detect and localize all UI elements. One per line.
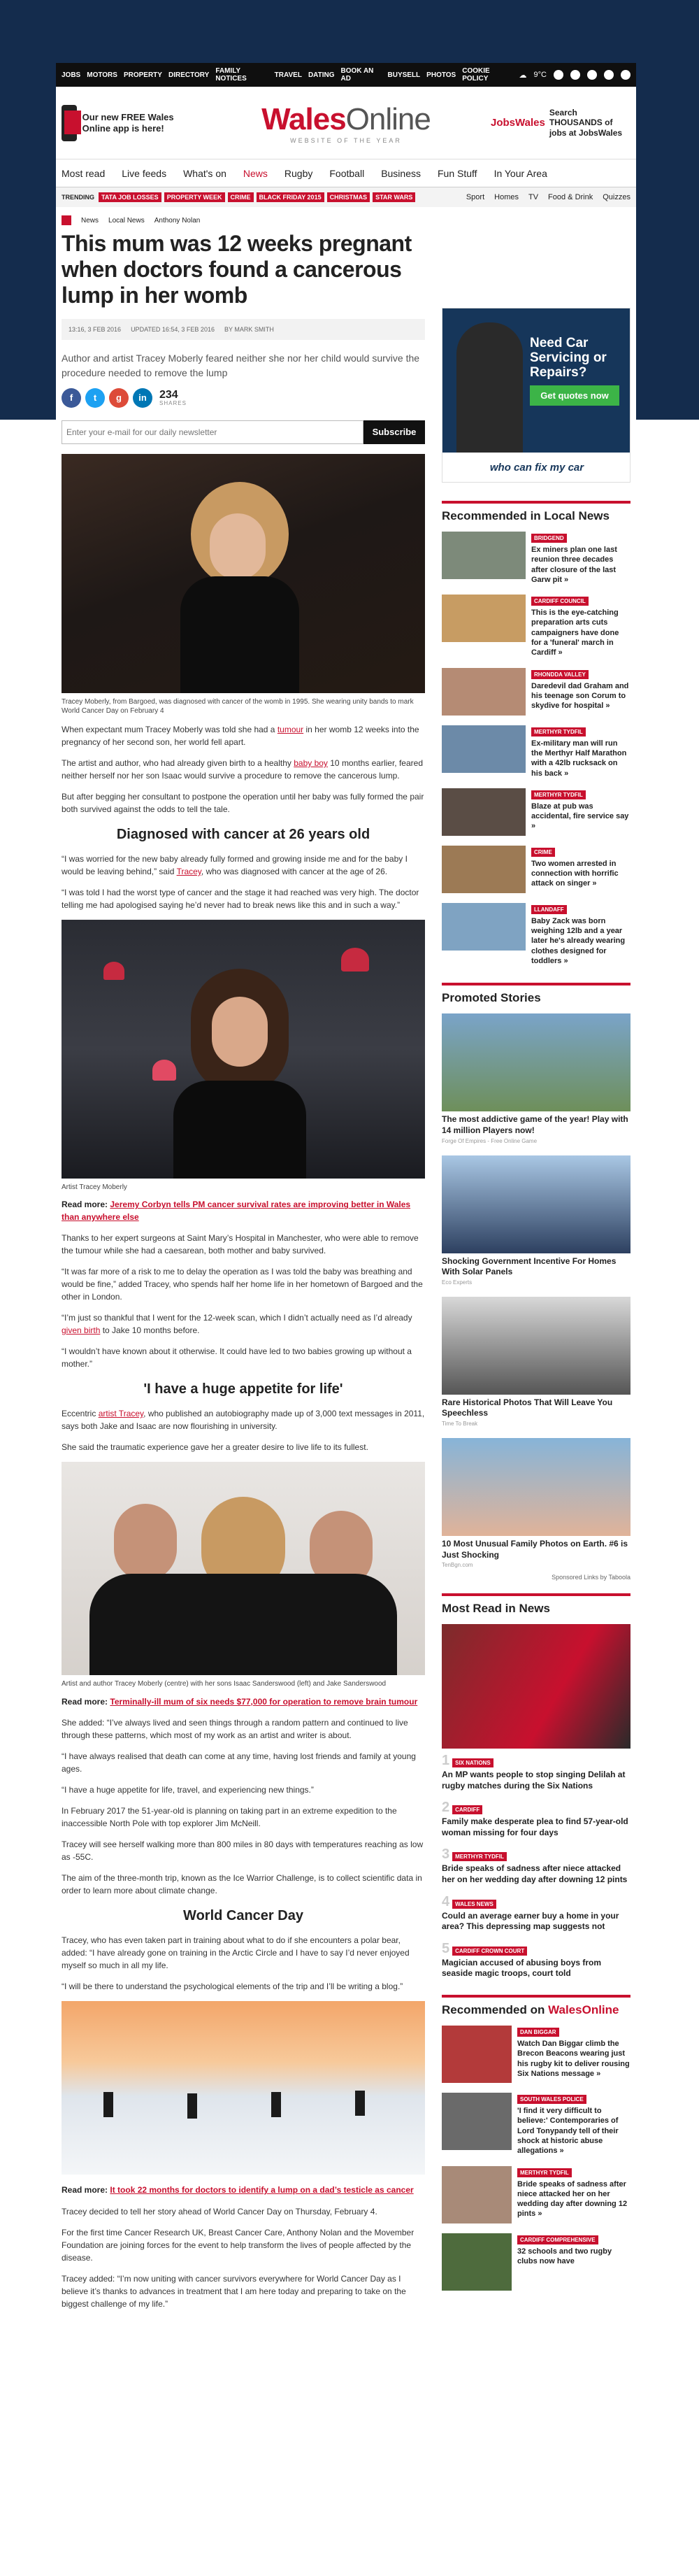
inline-link[interactable]: tumour [277, 724, 304, 734]
share-count-value: 234 [159, 388, 178, 401]
photo-face [114, 1504, 177, 1581]
paragraph: Tracey, who has even taken part in training about what to do if she encounters a polar bear, added: “I have already gone on training in the Arctic Circle and I have to say I’d never enjoyed myself so much in all my life. [62, 1935, 410, 1971]
promoted-item[interactable] [442, 1155, 630, 1286]
read-more-link[interactable]: It took 22 months for doctors to identify a lump on a dad’s testicle as cancer [110, 2185, 414, 2196]
subnav-homes[interactable]: Homes [494, 193, 519, 201]
read-more-link[interactable]: Jeremy Corbyn tells PM cancer survival rates are improving better in Wales than anywhere else [62, 1200, 411, 1222]
heading-brand: WalesOnline [548, 2003, 619, 2017]
subheading: World Cancer Day [183, 1908, 303, 1924]
inline-link[interactable]: given birth [62, 1325, 101, 1336]
sub-nav [466, 193, 630, 201]
section-heading: Recommended in Local News [442, 501, 630, 523]
trending-label: TRENDING [62, 194, 94, 201]
paragraph: “I have always realised that death can come at any time, having lost friends and family at young ages. [62, 1751, 416, 1774]
trending-tag[interactable]: CRIME [228, 192, 254, 202]
nav-whats-on[interactable]: What's on [183, 167, 226, 179]
article-image-3 [62, 1462, 425, 1675]
inline-link[interactable]: artist Tracey [98, 1409, 144, 1419]
paragraph [62, 723, 425, 748]
subnav-quizzes[interactable]: Quizzes [603, 193, 630, 201]
rank-number: 2 [442, 1800, 450, 1816]
item-title: Family make desperate plea to find 57-year-old woman missing for four days [442, 1816, 628, 1837]
paragraph: Tracey will see herself walking more than 800 miles in 80 days with temperatures reaching as low as -55C. [62, 1840, 424, 1863]
thumbnail [442, 2233, 512, 2291]
recommended-item[interactable] [442, 788, 630, 836]
item-title: Ex-military man will run the Merthyr Half Marathon with a 42lb rucksack on his back » [531, 739, 627, 778]
newsletter-form [62, 420, 425, 444]
rank-number: 1 [442, 1753, 450, 1769]
photo-body [173, 1081, 306, 1179]
toplink-book-an-ad[interactable]: BOOK AN AD [340, 67, 374, 83]
byline [224, 326, 274, 333]
app-promo[interactable] [62, 105, 201, 141]
toplink-travel[interactable]: TRAVEL [274, 71, 302, 79]
photo-figure [187, 2093, 197, 2119]
toplink-motors[interactable]: MOTORS [87, 71, 117, 79]
heart-decoration [103, 962, 124, 980]
text: Eccentric [62, 1409, 99, 1419]
thumbnail [442, 725, 526, 773]
item-title: Watch Dan Biggar climb the Brecon Beacons wearing just his rugby kit to deliver rousing Six Nations message » [517, 2040, 630, 2078]
read-more [62, 2184, 425, 2196]
promoted-item[interactable] [442, 1297, 630, 1427]
item-title: Baby Zack was born weighing 12lb and a year later he's already wearing clothes designed for toddlers » [531, 916, 626, 966]
recommended-item[interactable] [442, 903, 630, 966]
text: in her womb 12 weeks into the pregnancy of her second son, her world fell apart. [62, 724, 419, 747]
app-promo-text: Our new FREE Wales Online app is here! [82, 111, 174, 134]
toplink-jobs[interactable]: JOBS [62, 71, 81, 79]
recommended-item[interactable] [442, 846, 630, 893]
item-tag: DAN BIGGAR [517, 2028, 559, 2037]
text: , who was diagnosed with cancer at the age of 26. [201, 866, 388, 876]
share-count [159, 390, 187, 406]
paragraph: “I wouldn’t have known about it otherwise. It could have led to two babies growing up without a mother.” [62, 1346, 412, 1369]
paragraph: But after begging her consultant to postpone the operation until her baby was fully formed the pair both survived against the odds to tell the tale. [62, 791, 424, 814]
promoted-image [442, 1297, 630, 1395]
breadcrumb [56, 207, 636, 234]
trending-tag[interactable]: PROPERTY WEEK [164, 192, 225, 202]
recommended-item[interactable] [442, 2166, 630, 2223]
paragraph: For the first time Cancer Research UK, Breast Cancer Care, Anthony Nolan and the Movember Foundation are joining forces for the event to help transform the lives of people affected by the disease. [62, 2227, 415, 2263]
photo-body [180, 576, 299, 693]
twitter-share-icon[interactable]: t [85, 388, 105, 408]
logo-online: Online [345, 101, 431, 136]
item-tag: BRIDGEND [531, 534, 567, 543]
published-time: 13:16, 3 FEB 2016 [69, 326, 122, 334]
paragraph: She added: “I’ve always lived and seen things through a random pattern and continued to live through these patterns, which most of my work as an artist and writer is about. [62, 1718, 408, 1741]
thumbnail [442, 2026, 512, 2083]
most-read-item[interactable] [442, 1846, 630, 1885]
advert-car-repairs[interactable] [442, 308, 630, 483]
toplink-family-notices[interactable]: FAMILY NOTICES [215, 67, 247, 83]
breadcrumb-item[interactable]: Local News [108, 216, 145, 225]
site-logo[interactable] [201, 102, 491, 144]
paragraph [62, 1407, 425, 1432]
photo-body [89, 1574, 397, 1675]
subheading: 'I have a huge appetite for life' [143, 1381, 343, 1397]
paragraph: Tracey added: “I’m now uniting with cancer survivors everywhere for World Cancer Day as I believe it’s thanks to advances in treatment that I am here today and preparing to take on the biggest challenge of my life.” [62, 2273, 406, 2309]
promoted-image [442, 1438, 630, 1536]
promoted-title: Rare Historical Photos That Will Leave You Speechless [442, 1397, 613, 1418]
share-bar [62, 388, 425, 408]
item-title: Ex miners plan one last reunion three decades after closure of the last Garw pit » [531, 546, 617, 584]
page-wrapper [56, 63, 636, 2576]
advert-brand: who can fix my car [442, 453, 630, 482]
item-tag: CARDIFF COUNCIL [531, 597, 589, 606]
advert-quote-button[interactable]: Get quotes now [530, 385, 619, 406]
spacer [442, 976, 630, 983]
item-tag: MERTHYR TYDFIL [517, 2168, 572, 2177]
site-header [56, 87, 636, 159]
paragraph: The aim of the three-month trip, known as the Ice Warrior Challenge, is to collect scientific data in order to learn more about climate change. [62, 1873, 422, 1896]
item-tag: LLANDAFF [531, 905, 567, 914]
home-icon[interactable] [62, 215, 71, 225]
facebook-icon[interactable] [587, 70, 597, 80]
share-count-label: SHARES [159, 399, 187, 406]
nav-business[interactable]: Business [381, 167, 421, 179]
promoted-title: The most addictive game of the year! Play with 14 million Players now! [442, 1114, 628, 1135]
paragraph: “I was told I had the worst type of cancer and the stage it had reached was very high. The doctor telling me had apologised saying he’d never had to break news like this and in such a way.” [62, 887, 419, 910]
paragraph [62, 1311, 425, 1337]
user-icon[interactable] [570, 70, 580, 80]
updated-time: UPDATED 16:54, 3 FEB 2016 [131, 326, 215, 334]
paragraph: Tracey decided to tell her story ahead of World Cancer Day on Thursday, February 4. [62, 2206, 377, 2216]
main-nav [56, 159, 636, 187]
item-title: Bride speaks of sadness after niece attacked her on her wedding day after downing 12 pints » [517, 2179, 628, 2219]
most-read-item[interactable] [442, 1800, 630, 1838]
text: to Jake 10 months before. [100, 1325, 200, 1336]
paragraph: “It was far more of a risk to me to delay the operation as I was told the baby was breathing and would be fine,” added Tracey, who spends half her home life in her hometown of Bargoed and the other in London. [62, 1267, 423, 1302]
article-image-4 [62, 2001, 425, 2175]
item-tag: CARDIFF CROWN COURT [452, 1947, 527, 1956]
most-read-image[interactable] [442, 1624, 630, 1749]
recommended-item[interactable] [442, 595, 630, 657]
nav-fun-stuff[interactable]: Fun Stuff [438, 167, 477, 179]
read-more-link[interactable]: Terminally-ill mum of six needs $77,000 for operation to remove brain tumour [110, 1696, 418, 1707]
thumbnail [442, 846, 526, 893]
jobs-promo[interactable] [491, 108, 630, 138]
read-more [62, 1199, 425, 1223]
trending-tag[interactable]: TATA JOB LOSSES [99, 192, 161, 202]
text: “I was worried for the new baby already fully formed and growing inside me and for the baby I would be leaving behind,” said [62, 853, 408, 876]
taboola-credit[interactable]: Sponsored Links by Taboola [552, 1574, 630, 1581]
photo-figure [103, 2092, 113, 2117]
nav-football[interactable]: Football [329, 167, 365, 179]
nav-news[interactable]: News [243, 167, 268, 179]
item-title: Magician accused of abusing boys from seaside magic troops, court told [442, 1957, 602, 1979]
item-tag: SIX NATIONS [452, 1758, 493, 1767]
nav-most-read[interactable]: Most read [62, 167, 106, 179]
most-read-item[interactable] [442, 1894, 630, 1933]
inline-link[interactable]: baby boy [294, 757, 328, 768]
thumbnail [442, 2166, 512, 2223]
heading-text: Recommended on [442, 2003, 545, 2017]
paragraph [62, 757, 425, 782]
toplink-dating[interactable]: DATING [308, 71, 335, 79]
item-tag: MERTHYR TYDFIL [452, 1852, 507, 1861]
trending-tag[interactable]: STAR WARS [373, 192, 415, 202]
heart-decoration [341, 948, 369, 972]
section-heading: Promoted Stories [442, 983, 630, 1005]
item-tag: CARDIFF [452, 1805, 482, 1814]
toplink-property[interactable]: PROPERTY [123, 71, 162, 79]
subnav-food-drink[interactable]: Food & Drink [548, 193, 593, 201]
article-title: This mum was 12 weeks pregnant when doctors found a cancerous lump in her womb [62, 231, 412, 308]
item-title: Blaze at pub was accidental, fire service say » [531, 802, 629, 831]
text: The artist and author, who had already given birth to a healthy [62, 757, 294, 768]
toplink-buysell[interactable]: BUYSELL [387, 71, 421, 79]
twitter-icon[interactable] [604, 70, 614, 80]
search-icon[interactable] [554, 70, 563, 80]
jobs-promo-text: Search THOUSANDS of jobs at JobsWales [549, 107, 623, 138]
paragraph: Thanks to her expert surgeons at Saint Mary’s Hospital in Manchester, who were able to remove the tumour while she had a caesarean, both mother and baby survived. [62, 1233, 419, 1256]
thumbnail [442, 2093, 512, 2150]
most-read-item[interactable] [442, 1753, 630, 1791]
top-links-bar [56, 63, 636, 87]
recommended-item[interactable] [442, 725, 630, 778]
advert-person-image [456, 322, 523, 455]
section-heading: Most Read in News [442, 1593, 630, 1616]
top-right-tools [519, 70, 630, 80]
read-more-label: Read more: [62, 1696, 108, 1707]
breadcrumb-item[interactable]: Anthony Nolan [154, 216, 201, 225]
item-title: This is the eye-catching preparation arts cuts campaigners have done for a 'funeral' march in Cardiff » [531, 609, 619, 657]
read-more-label: Read more: [62, 2185, 108, 2196]
article-image-1 [62, 454, 425, 693]
image-caption: Artist Tracey Moberly [62, 1183, 127, 1191]
item-title: Bride speaks of sadness after niece attacked her on her wedding day after downing 12 pints [442, 1863, 628, 1885]
image-caption: Tracey Moberly, from Bargoed, was diagnosed with cancer of the womb in 1995. She wearing unity bands to mark World Cancer Day on February 4 [62, 697, 414, 716]
rank-number: 4 [442, 1893, 450, 1909]
item-tag: MERTHYR TYDFIL [531, 790, 586, 799]
logo-wales: Wales [261, 101, 346, 136]
article-image-2 [62, 920, 425, 1179]
item-tag: RHONDDA VALLEY [531, 670, 589, 679]
section-heading [442, 1995, 630, 2017]
trending-tag[interactable]: CHRISTMAS [327, 192, 370, 202]
read-more [62, 1696, 425, 1708]
text: “I’m just so thankful that I went for the 12-week scan, which I didn’t actually need as I’d already [62, 1313, 412, 1323]
paragraph: “I will be there to understand the psychological elements of the trip and I’ll be writing a blog.” [62, 1981, 403, 1992]
photo-figure [271, 2092, 281, 2117]
image-caption: Artist and author Tracey Moberly (centre) with her sons Isaac Sanderswood (left) and Jake Sanderswood [62, 1680, 387, 1688]
spacer [62, 2175, 425, 2184]
item-title: 'I find it very difficult to believe:' Contemporaries of Lord Tonypandy tell of their shock at historic abuse allegations » [517, 2107, 619, 2156]
nav-rugby[interactable]: Rugby [284, 167, 313, 179]
thumbnail [442, 668, 526, 716]
recommended-item[interactable] [442, 2233, 630, 2291]
phone-icon [62, 105, 77, 141]
toplink-photos[interactable]: PHOTOS [426, 71, 456, 79]
item-tag: MERTHYR TYDFIL [531, 727, 586, 736]
text: 10 months earlier, feared neither herself nor her son Isaac would survive a procedure to remove the cancerous lump. [62, 757, 423, 781]
subheading: Diagnosed with cancer at 26 years old [116, 826, 370, 842]
standfirst: Author and artist Tracey Moberly feared neither she nor her child would survive the procedure needed to remove the lump [62, 353, 420, 378]
subscribe-button[interactable]: Subscribe [363, 420, 425, 444]
nav-live-feeds[interactable]: Live feeds [122, 167, 167, 179]
item-title: Could an average earner buy a home in your area? This depressing map suggests not [442, 1910, 619, 1932]
paragraph [62, 853, 425, 878]
recommended-item[interactable] [442, 532, 630, 585]
logo-tagline: WEBSITE OF THE YEAR [290, 136, 402, 144]
heart-decoration [152, 1060, 176, 1081]
promoted-image [442, 1155, 630, 1253]
nav-in-your-area[interactable]: In Your Area [493, 167, 547, 179]
sidebar [442, 308, 630, 2300]
article-meta [62, 319, 425, 340]
item-tag: WALES NEWS [452, 1900, 496, 1909]
googleplus-share-icon[interactable]: g [109, 388, 129, 408]
photo-face [210, 513, 266, 580]
toplink-directory[interactable]: DIRECTORY [168, 71, 210, 79]
paragraph: She said the traumatic experience gave her a greater desire to live life to its fullest. [62, 1442, 368, 1453]
newsletter-email-input[interactable] [62, 420, 363, 444]
weather-temp: 9°C [533, 71, 547, 79]
item-tag: CRIME [531, 848, 555, 857]
item-title: Daredevil dad Graham and his teenage son Corum to skydive for hospital » [531, 681, 629, 711]
most-read-item[interactable] [442, 1941, 630, 1979]
promoted-source: Eco Experts [442, 1279, 473, 1286]
promoted-image [442, 1013, 630, 1111]
rank-number: 3 [442, 1846, 450, 1863]
toplink-cookie-policy[interactable]: COOKIE POLICY [462, 67, 490, 83]
article [62, 231, 425, 2319]
photo-figure [355, 2091, 365, 2116]
item-title: Two women arrested in connection with horrific attack on singer » [531, 859, 619, 888]
promoted-title: Shocking Government Incentive For Homes With Solar Panels [442, 1255, 617, 1277]
promoted-source: Forge Of Empires - Free Online Game [442, 1137, 538, 1144]
inline-link[interactable]: Tracey [176, 866, 201, 876]
item-tag: CARDIFF COMPREHENSIVE [517, 2235, 598, 2244]
googleplus-icon[interactable] [621, 70, 630, 80]
trending-bar [56, 187, 636, 207]
promoted-title: 10 Most Unusual Family Photos on Earth. #6 is Just Shocking [442, 1538, 628, 1560]
linkedin-share-icon[interactable]: in [133, 388, 152, 408]
recommended-item[interactable] [442, 668, 630, 716]
thumbnail [442, 532, 526, 579]
byline-label: BY [224, 326, 233, 334]
promoted-item[interactable] [442, 1013, 630, 1144]
breadcrumb-item[interactable]: News [81, 216, 99, 225]
paragraph: In February 2017 the 51-year-old is planning on taking part in an extreme expedition to the inaccessible North Pole with top explorer Jim McNeill. [62, 1806, 397, 1829]
spacer [442, 1988, 630, 1995]
subnav-sport[interactable]: Sport [466, 193, 485, 201]
jobswales-logo: JobsWales [491, 116, 545, 129]
thumbnail [442, 903, 526, 951]
rank-number: 5 [442, 1940, 450, 1956]
item-title: 32 schools and two rugby clubs now have [517, 2247, 612, 2265]
text: , who published an autobiography made up of 3,000 text messages in 2011, says both Jake and Isaac are now flourishing in university. [62, 1409, 425, 1432]
promoted-source: Time To Break [442, 1420, 478, 1427]
promoted-source: TenBgn.com [442, 1562, 473, 1569]
thumbnail [442, 595, 526, 642]
read-more-label: Read more: [62, 1200, 108, 1210]
promoted-item[interactable] [442, 1438, 630, 1568]
thumbnail [442, 788, 526, 836]
recommended-item[interactable] [442, 2093, 630, 2156]
facebook-share-icon[interactable]: f [62, 388, 81, 408]
author-link[interactable]: MARK SMITH [234, 326, 274, 334]
weather-icon: ☁ [519, 71, 527, 80]
recommended-item[interactable] [442, 2026, 630, 2083]
text: When expectant mum Tracey Moberly was told she had a [62, 724, 278, 734]
advert-title: Need Car Servicing or Repairs? [530, 336, 607, 380]
item-tag: SOUTH WALES POLICE [517, 2095, 586, 2104]
paragraph: “I have a huge appetite for life, travel, and experiencing new things.” [62, 1785, 314, 1795]
trending-tag[interactable]: BLACK FRIDAY 2015 [257, 192, 324, 202]
item-title: An MP wants people to stop singing Delilah at rugby matches during the Six Nations [442, 1770, 626, 1791]
photo-face [212, 997, 268, 1067]
subnav-tv[interactable]: TV [528, 193, 539, 201]
